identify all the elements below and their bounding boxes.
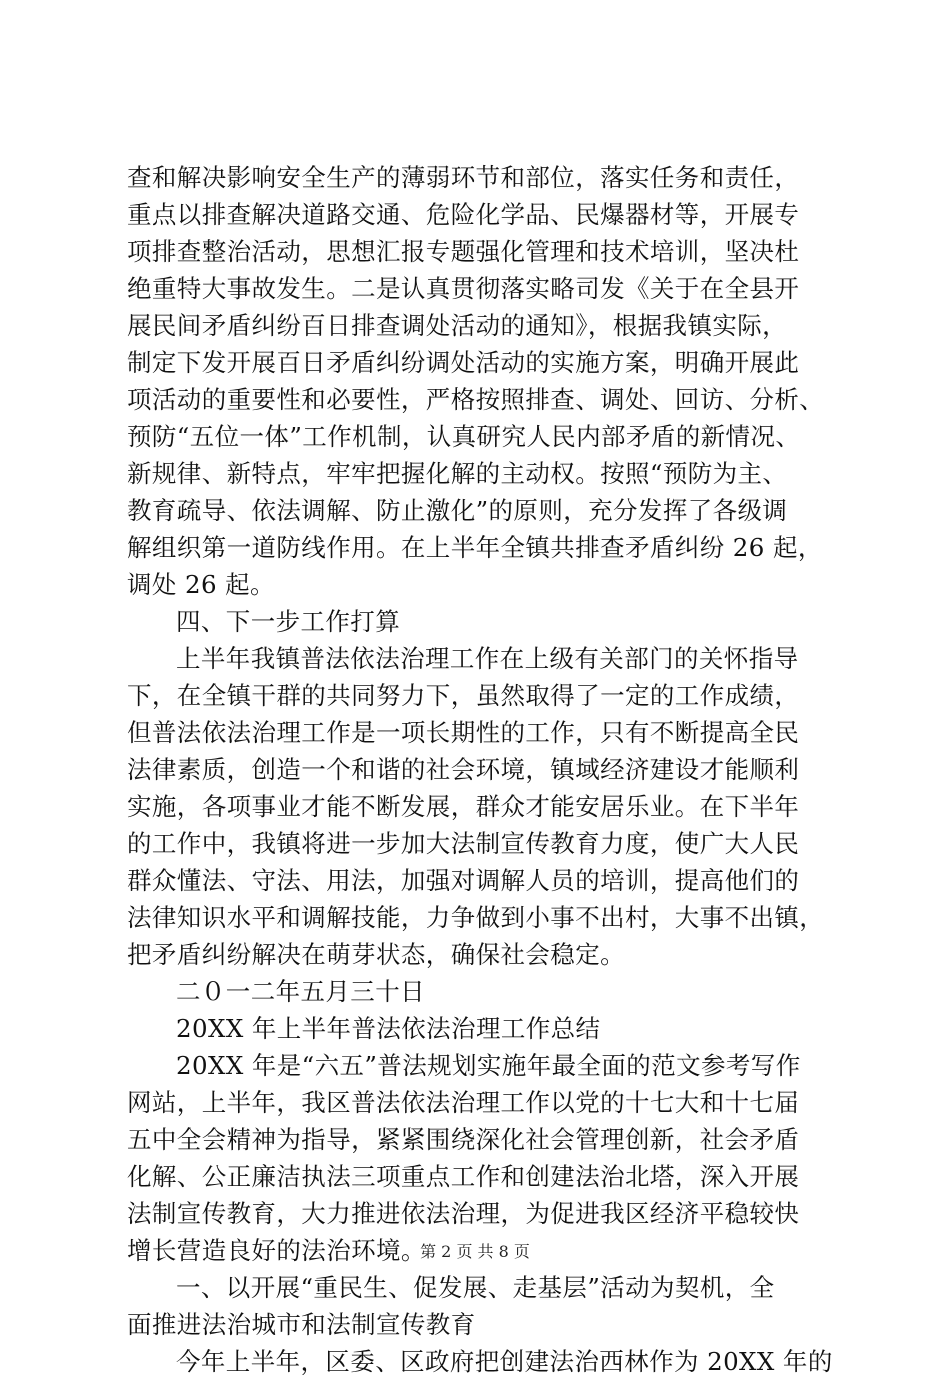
- text-line: 法制宣传教育，大力推进依法治理，为促进我区经济平稳较快: [127, 1199, 800, 1228]
- section-heading: 四、下一步工作打算: [176, 607, 401, 636]
- section-heading-continued: 面推进法治城市和法制宣传教育: [127, 1310, 476, 1339]
- text-line: 法律知识水平和调解技能，力争做到小事不出村，大事不出镇，: [127, 903, 825, 932]
- page-footer: [0, 1240, 950, 1264]
- text-line: 解组织第一道防线作用。在上半年全镇共排查矛盾纠纷 26 起，: [127, 533, 823, 562]
- text-line: 把矛盾纠纷解决在萌芽状态，确保社会稳定。: [127, 940, 625, 969]
- text-line: 网站，上半年，我区普法依法治理工作以党的十七大和十七届: [127, 1088, 800, 1117]
- text-line: 项排查整治活动，思想汇报专题强化管理和技术培训，坚决杜: [127, 237, 800, 266]
- text-line: 新规律、新特点，牢牢把握化解的主动权。按照“预防为主、: [127, 459, 788, 488]
- text-line: 预防“五位一体”工作机制，认真研究人民内部矛盾的新情况、: [127, 422, 801, 451]
- paragraph-start: 今年上半年，区委、区政府把创建法治西林作为 20XX 年的: [176, 1347, 833, 1376]
- text-line: 查和解决影响安全生产的薄弱环节和部位，落实任务和责任，: [127, 163, 800, 192]
- text-line: 增长营造良好的法治环境。: [127, 1236, 426, 1265]
- page-number: 第 2 页 共 8 页: [420, 1242, 530, 1261]
- text-line: 法律素质，创造一个和谐的社会环境，镇域经济建设才能顺利: [127, 755, 800, 784]
- text-line: 但普法依法治理工作是一项长期性的工作，只有不断提高全民: [127, 718, 800, 747]
- text-line: 教育疏导、依法调解、防止激化”的原则，充分发挥了各级调: [127, 496, 788, 525]
- text-line: 的工作中，我镇将进一步加大法制宣传教育力度，使广大人民: [127, 829, 800, 858]
- text-line: 五中全会精神为指导，紧紧围绕深化社会管理创新，社会矛盾: [127, 1125, 800, 1154]
- text-line: 展民间矛盾纠纷百日排查调处活动的通知》，根据我镇实际，: [127, 311, 788, 340]
- text-line: 调处 26 起。: [127, 570, 275, 599]
- text-line: 项活动的重要性和必要性，严格按照排查、调处、回访、分析、: [127, 385, 825, 414]
- date-line: 二０一二年五月三十日: [176, 977, 425, 1006]
- text-line: 重点以排查解决道路交通、危险化学品、民爆器材等，开展专: [127, 200, 800, 229]
- text-line: 制定下发开展百日矛盾纠纷调处活动的实施方案，明确开展此: [127, 348, 800, 377]
- paragraph-start: 上半年我镇普法依法治理工作在上级有关部门的关怀指导: [176, 644, 799, 673]
- text-line: 群众懂法、守法、用法，加强对调解人员的培训，提高他们的: [127, 866, 800, 895]
- paragraph-start: 20XX 年是“六五”普法规划实施年最全面的范文参考写作: [176, 1051, 801, 1080]
- document-title: 20XX 年上半年普法依法治理工作总结: [176, 1014, 601, 1043]
- section-heading: 一、以开展“重民生、促发展、走基层”活动为契机，全: [176, 1273, 775, 1302]
- text-line: 化解、公正廉洁执法三项重点工作和创建法治北塔，深入开展: [127, 1162, 800, 1191]
- text-line: 实施，各项事业才能不断发展，群众才能安居乐业。在下半年: [127, 792, 800, 821]
- text-line: 绝重特大事故发生。二是认真贯彻落实略司发《关于在全县开: [127, 274, 800, 303]
- body-text: [127, 159, 833, 1380]
- text-line: 下，在全镇干群的共同努力下，虽然取得了一定的工作成绩，: [127, 681, 800, 710]
